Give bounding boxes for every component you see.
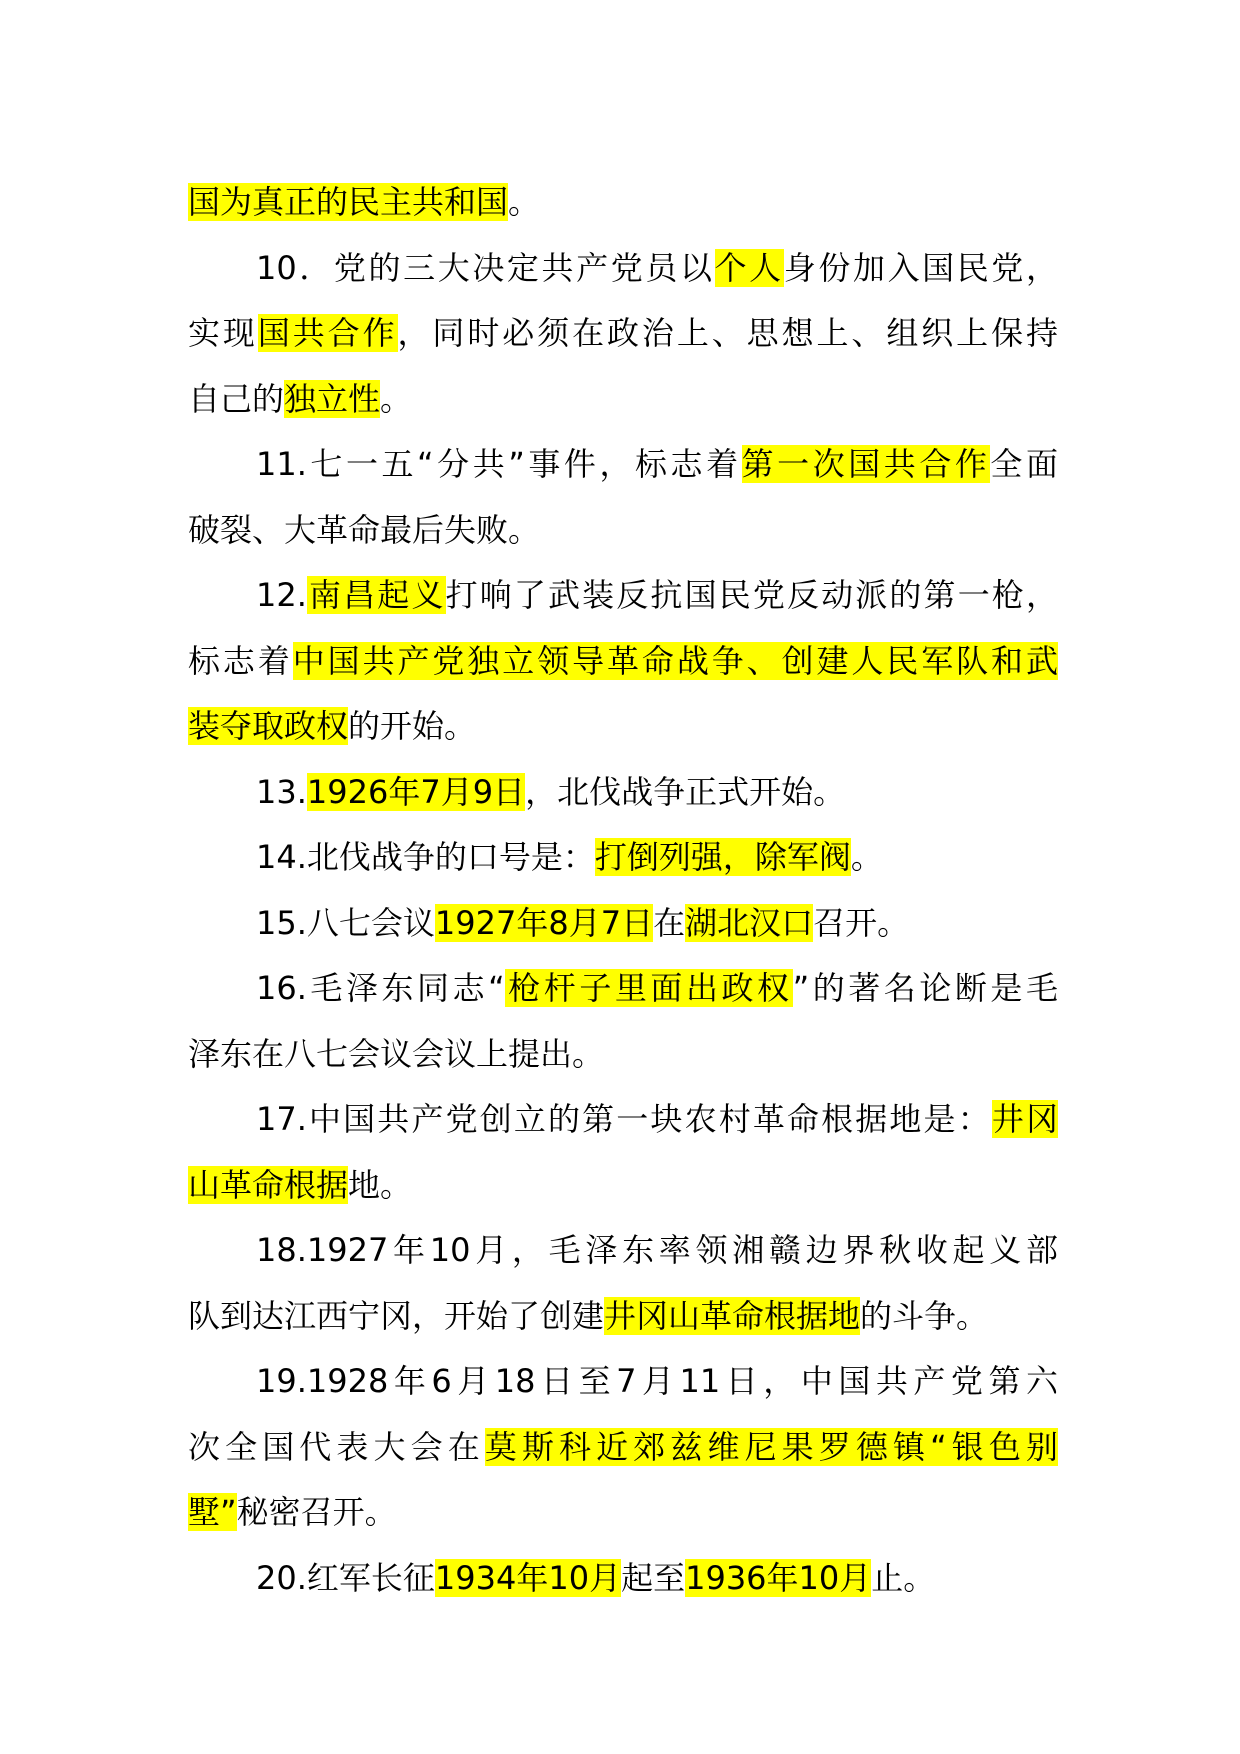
highlighted-text: 独立性 — [284, 379, 381, 418]
highlighted-text: 第一次国共合作 — [741, 445, 991, 483]
highlighted-text: 井冈 — [991, 1100, 1058, 1138]
text-line — [188, 170, 1058, 236]
text-line — [188, 1022, 1058, 1088]
body-text: 的斗争。 — [860, 1296, 989, 1335]
body-text: 16.毛泽东同志“ — [256, 969, 505, 1007]
highlighted-text: 墅” — [188, 1493, 237, 1531]
body-text: 地。 — [348, 1165, 413, 1204]
highlighted-text: 1926年7月9日 — [306, 772, 526, 811]
text-line — [188, 825, 1058, 891]
body-text: 实现 — [188, 314, 258, 352]
text-line — [188, 1546, 1058, 1612]
body-text: 打响了武装反抗国民党反动派的第一枪， — [445, 576, 1058, 614]
body-text: 起至 — [621, 1558, 686, 1597]
body-text: 17.中国共产党创立的第一块农村革命根据地是： — [256, 1100, 992, 1138]
highlighted-text: 井冈山革命根据地 — [604, 1296, 861, 1335]
text-line — [188, 563, 1058, 629]
highlighted-text: 中国共产党独立领导革命战争、创建人民军队和武 — [292, 641, 1058, 680]
text-line — [188, 432, 1058, 498]
highlighted-text: 枪杆子里面出政权 — [504, 969, 793, 1007]
document-page — [188, 170, 1058, 1611]
body-text: 20.红军长征 — [256, 1558, 435, 1597]
body-text: 13. — [256, 772, 307, 811]
text-line — [188, 1284, 1058, 1350]
body-text: 11.七一五“分共”事件，标志着 — [256, 445, 742, 483]
body-text: 19.1928年6月18日至7月11日，中国共产党第六 — [256, 1362, 1058, 1400]
body-text: ”的著名论断是毛 — [792, 969, 1058, 1007]
text-line — [188, 1480, 1058, 1546]
text-line — [188, 629, 1058, 695]
body-text: 在 — [653, 903, 686, 942]
body-text: 15.八七会议 — [256, 903, 435, 942]
highlighted-text: 山革命根据 — [188, 1165, 349, 1204]
text-line — [188, 891, 1058, 957]
body-text: 破裂、大革命最后失败。 — [188, 510, 541, 549]
text-line — [188, 367, 1058, 433]
body-text: 。 — [380, 379, 413, 418]
text-line — [188, 694, 1058, 760]
text-line — [188, 1218, 1058, 1284]
text-line — [188, 301, 1058, 367]
highlighted-text: 1934年10月 — [434, 1558, 622, 1597]
body-text: 的开始。 — [348, 707, 477, 745]
text-line — [188, 236, 1058, 302]
highlighted-text: 南昌起义 — [306, 576, 446, 614]
highlighted-text: 湖北汉口 — [685, 903, 814, 942]
body-text: 自己的 — [188, 379, 285, 418]
body-text: 队到达江西宁冈，开始了创建 — [188, 1296, 605, 1335]
text-line — [188, 1153, 1058, 1219]
body-text: 10．党的三大决定共产党员以 — [256, 248, 715, 287]
highlighted-text: 装夺取政权 — [188, 707, 349, 745]
highlighted-text: 个人 — [714, 248, 784, 287]
body-text: 秘密召开。 — [236, 1493, 397, 1531]
body-text: 止。 — [871, 1558, 936, 1597]
text-line — [188, 1415, 1058, 1481]
highlighted-text: 打倒列强，除军阀 — [594, 838, 851, 876]
highlighted-text: 国为真正的民主共和国 — [188, 183, 509, 221]
text-line — [188, 1349, 1058, 1415]
body-text: 泽东在八七会议会议上提出。 — [188, 1034, 605, 1073]
highlighted-text: 国共合作 — [257, 314, 398, 352]
text-line — [188, 760, 1058, 826]
highlighted-text: 1927年8月7日 — [434, 903, 654, 942]
text-line — [188, 498, 1058, 564]
body-text: 。 — [508, 183, 541, 221]
body-text: 标志着 — [188, 641, 293, 680]
body-text: 。 — [850, 838, 883, 876]
body-text: 12. — [256, 576, 307, 614]
body-text: 18.1927年10月，毛泽东率领湘赣边界秋收起义部 — [256, 1231, 1058, 1269]
text-line — [188, 1087, 1058, 1153]
body-text: ，北伐战争正式开始。 — [525, 772, 846, 811]
text-line — [188, 956, 1058, 1022]
highlighted-text: 1936年10月 — [685, 1558, 872, 1597]
body-text: ，同时必须在政治上、思想上、组织上保持 — [397, 314, 1058, 352]
body-text: 身份加入国民党， — [783, 248, 1058, 287]
body-text: 召开。 — [813, 903, 910, 942]
body-text: 全面 — [990, 445, 1058, 483]
highlighted-text: 莫斯科近郊兹维尼果罗德镇“银色别 — [484, 1427, 1058, 1466]
body-text: 14.北伐战争的口号是： — [256, 838, 595, 876]
body-text: 次全国代表大会在 — [188, 1427, 485, 1466]
